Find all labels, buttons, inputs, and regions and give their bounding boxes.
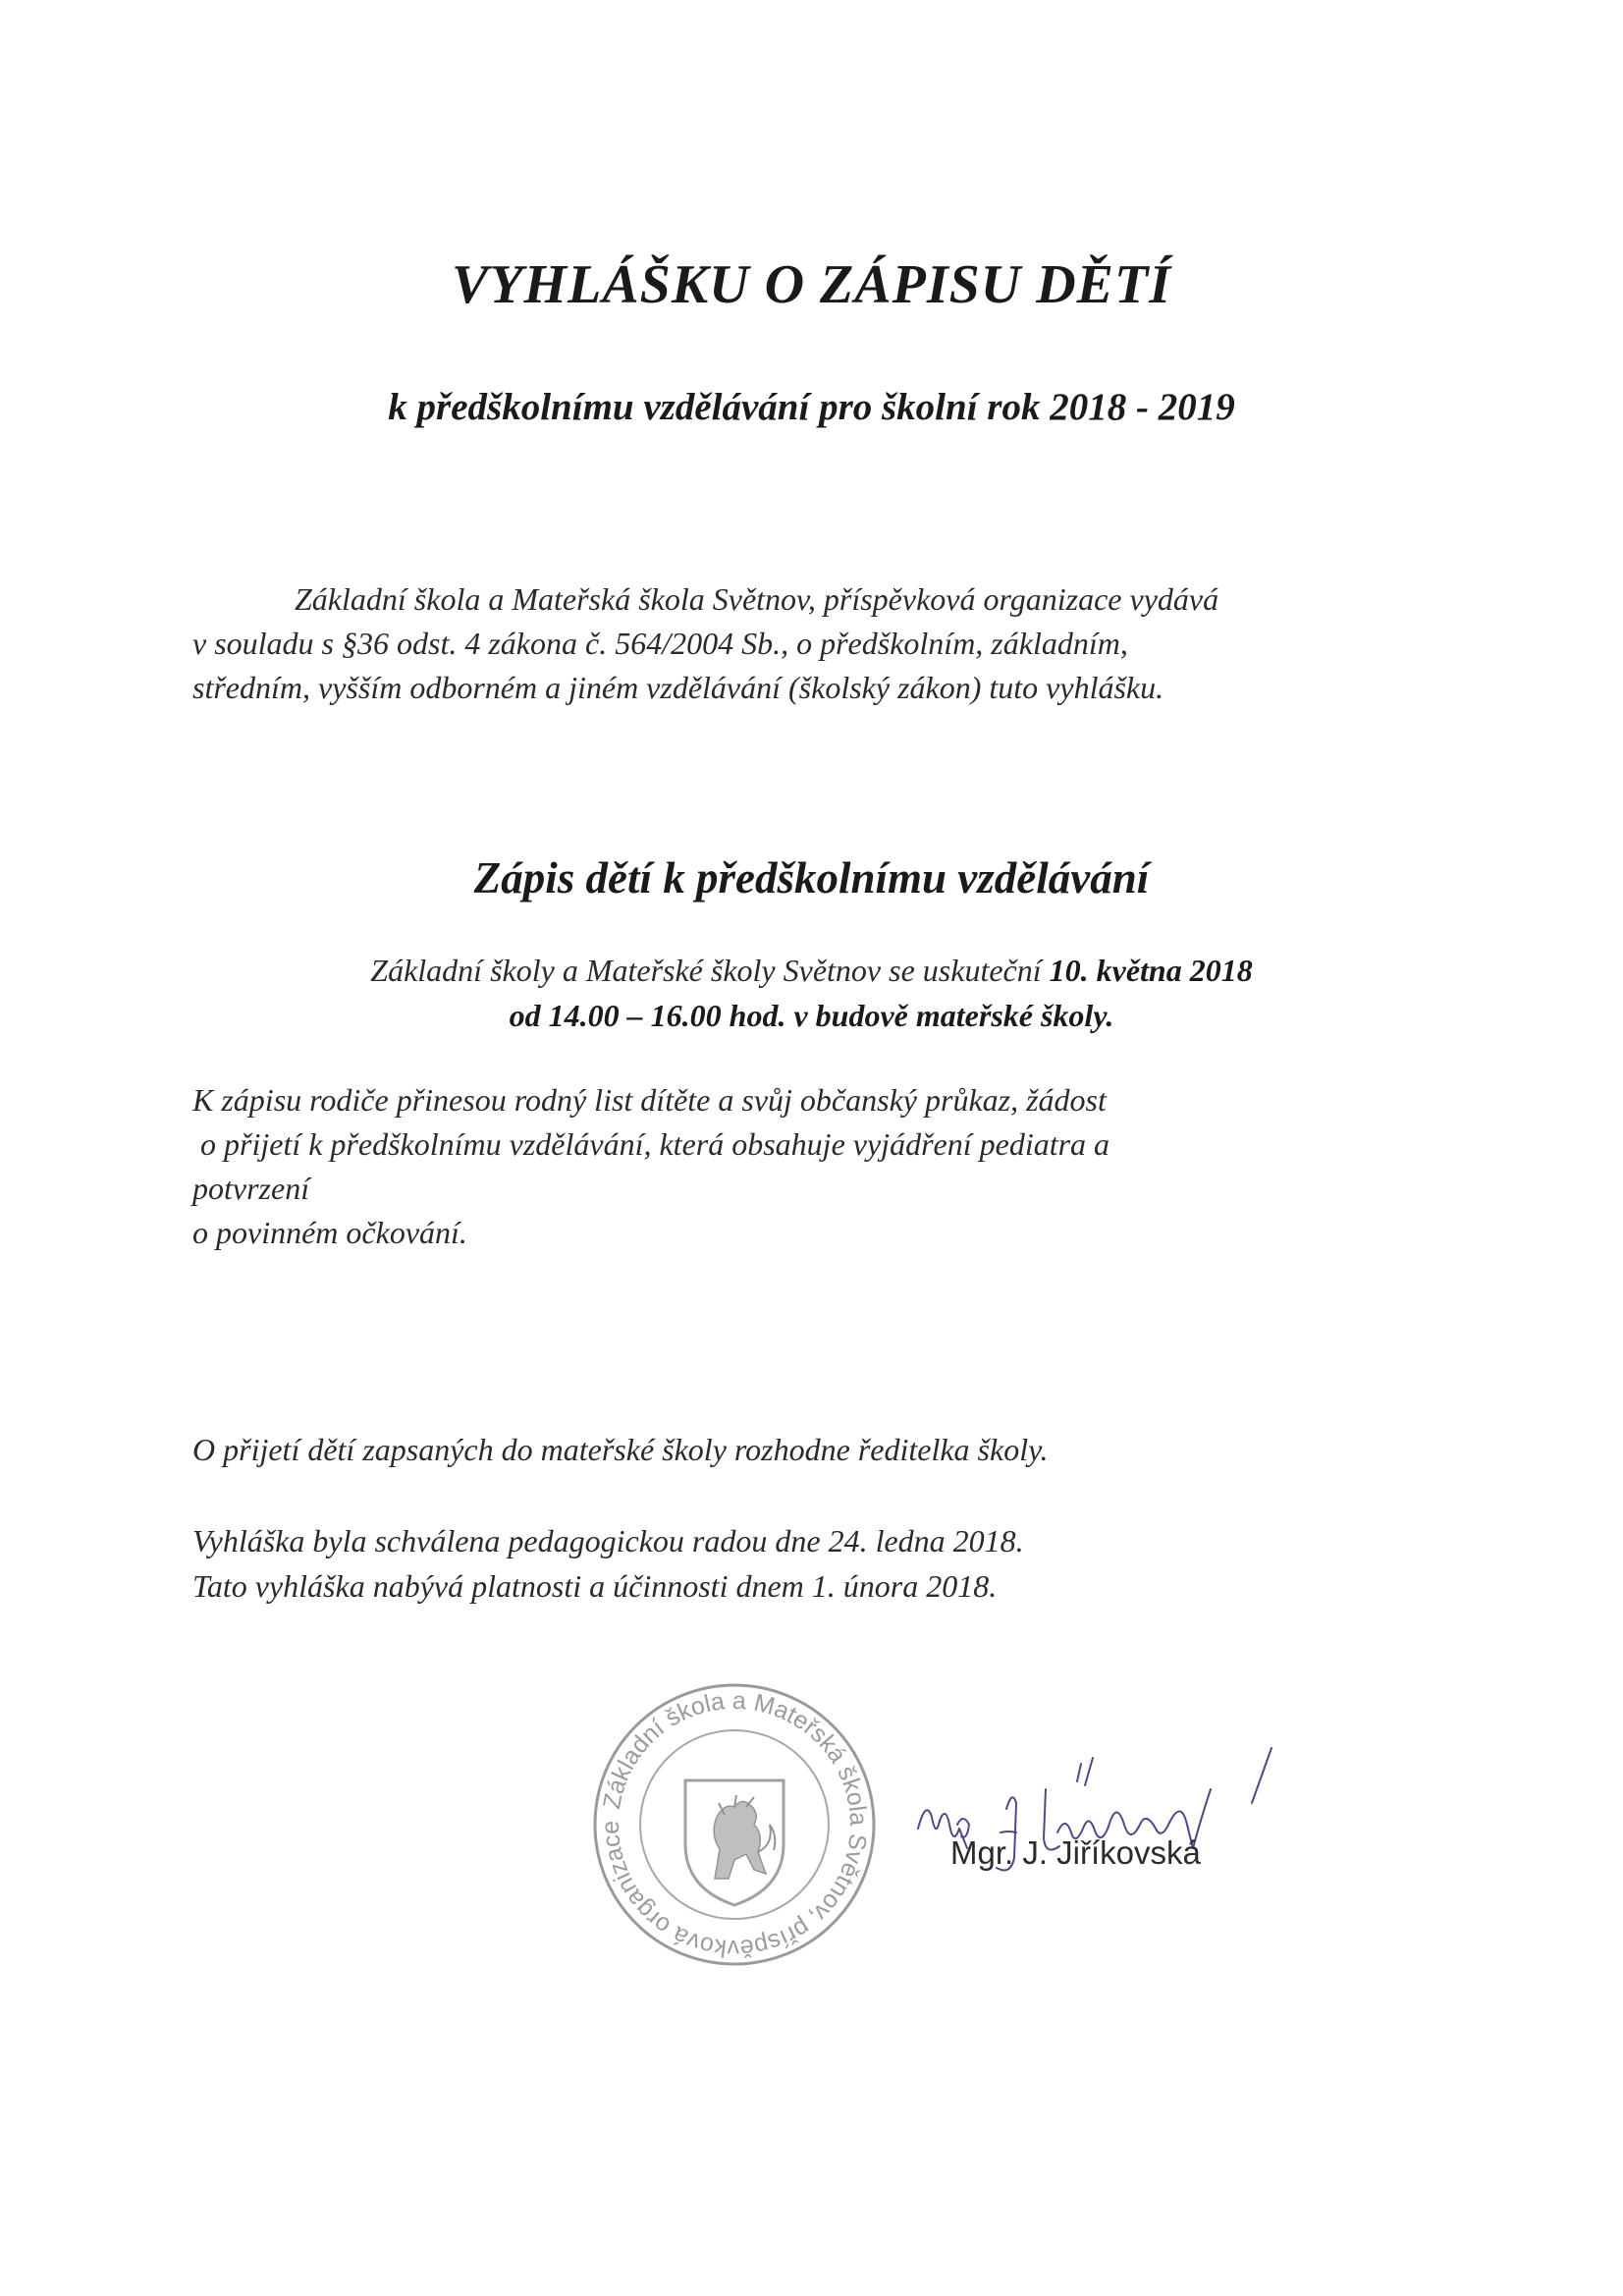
documents-line: o přijetí k předškolnímu vzdělávání, která obsahuje vyjádření pediatra a xyxy=(200,1126,1110,1162)
decision-statement: O přijetí dětí zapsaných do mateřské školy rozhodne ředitelka školy. xyxy=(192,1432,1049,1467)
enrollment-line xyxy=(0,948,1623,993)
lion-coat-of-arms-icon xyxy=(685,1780,784,1905)
document-subtitle: k předškolnímu vzdělávání pro školní rok 2018 - 2019 xyxy=(388,386,1235,428)
approval-line: Tato vyhláška nabývá platnosti a účinnosti dnem 1. února 2018. xyxy=(192,1568,998,1604)
signer-name: Mgr. J. Jiříkovská xyxy=(950,1834,1201,1871)
documents-line: potvrzení xyxy=(192,1171,310,1206)
intro-line: Základní škola a Mateřská škola Světnov, příspěvková organizace vydává xyxy=(295,581,1219,617)
document-title: VYHLÁŠKU O ZÁPISU DĚTÍ xyxy=(452,254,1171,315)
intro-paragraph xyxy=(192,577,1469,710)
documents-line: K zápisu rodiče přinesou rodný list dítěte a svůj občanský průkaz, žádost xyxy=(192,1082,1107,1118)
enrollment-date: 10. května 2018 xyxy=(1049,953,1253,988)
school-stamp-icon xyxy=(587,1677,882,1972)
documents-line: o povinném očkování. xyxy=(192,1215,467,1250)
enrollment-time-place: od 14.00 – 16.00 hod. v budově mateřské školy. xyxy=(509,998,1114,1033)
stamp-text: Základní škola a Mateřská škola Světnov, příspěvková organizace xyxy=(596,1686,873,1963)
enrollment-heading: Zápis dětí k předškolnímu vzdělávání xyxy=(473,853,1150,902)
enrollment-line xyxy=(0,993,1623,1038)
enrollment-details xyxy=(0,948,1623,1038)
intro-line: středním, vyšším odborném a jiném vzdělávání (školský zákon) tuto vyhlášku. xyxy=(192,670,1164,705)
required-documents-paragraph xyxy=(192,1078,1469,1255)
approval-statement xyxy=(192,1518,1024,1609)
enrollment-text: Základní školy a Mateřské školy Světnov se uskuteční xyxy=(370,953,1042,988)
approval-line: Vyhláška byla schválena pedagogickou radou dne 24. ledna 2018. xyxy=(192,1523,1024,1558)
intro-line: v souladu s §36 odst. 4 zákona č. 564/2004 Sb., o předškolním, základním, xyxy=(192,626,1128,661)
